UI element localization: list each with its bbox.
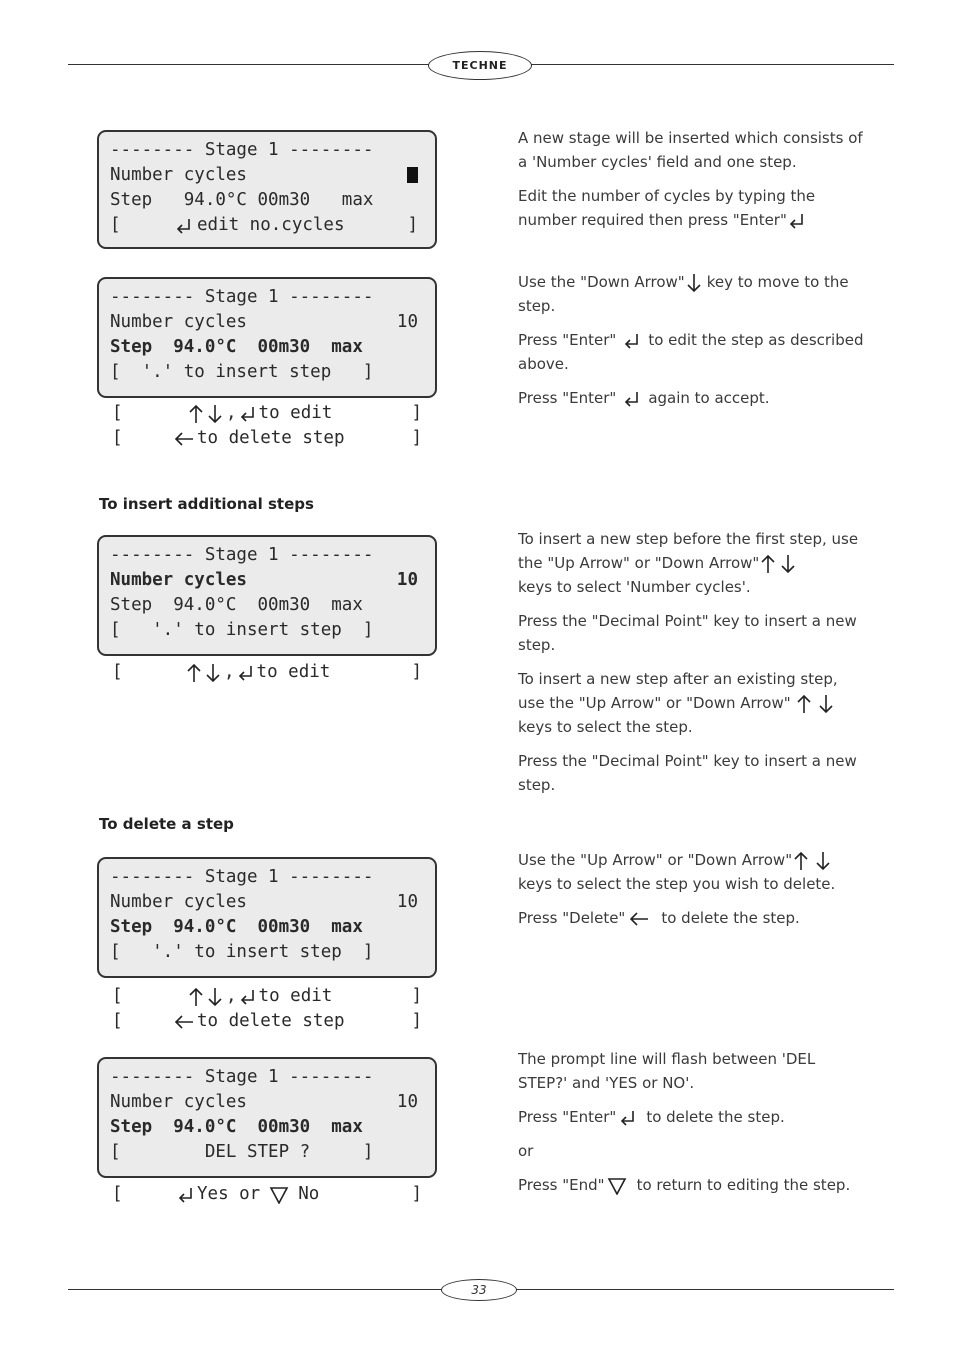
hint-text: to edit <box>258 403 333 423</box>
text: Press "Delete" <box>518 909 626 927</box>
bracket: [ <box>112 403 123 423</box>
enter-key-icon <box>176 217 192 235</box>
up-arrow-icon <box>761 554 775 574</box>
up-arrow-icon <box>186 663 202 683</box>
paragraph <box>518 328 868 376</box>
enter-key-icon <box>240 405 256 423</box>
paragraph <box>518 906 868 930</box>
lcd-text: Number cycles <box>110 570 247 590</box>
up-arrow-icon <box>797 694 811 714</box>
paragraph <box>518 1173 868 1197</box>
lcd-line: [ '.' to insert step ] <box>110 942 374 962</box>
lcd-display-5 <box>97 1057 437 1178</box>
lcd-line: [ '.' to insert step ] <box>110 362 374 382</box>
left-arrow-icon <box>174 1014 194 1030</box>
description-3 <box>518 527 868 807</box>
text: again to accept. <box>648 389 770 407</box>
lcd-value: 10 <box>396 1092 418 1112</box>
lcd-text: Number cycles <box>110 312 247 332</box>
lcd-line: [ DEL STEP ? ] <box>110 1142 374 1162</box>
text: keys to select the step you wish to delete. <box>518 875 836 893</box>
down-arrow-icon <box>207 987 223 1007</box>
up-arrow-icon <box>188 987 204 1007</box>
hint-text: to delete step <box>197 1011 345 1031</box>
hint-text: No <box>298 1184 320 1204</box>
key-hint-row <box>112 426 422 451</box>
text: keys to select 'Number cycles'. <box>518 578 751 596</box>
lcd-line-selected <box>110 568 418 593</box>
paragraph <box>518 848 868 896</box>
text: To insert a new step before the first step, use the "Up Arrow" or "Down Arrow" <box>518 530 859 572</box>
lcd-line: Step 94.0°C 00m30 max <box>110 595 363 615</box>
lcd-line <box>110 163 418 188</box>
text: Press "Enter" <box>518 1108 617 1126</box>
paragraph <box>518 667 868 739</box>
text: to delete the step. <box>661 909 800 927</box>
left-arrow-icon <box>174 431 194 447</box>
description-2 <box>518 270 868 420</box>
lcd-line <box>110 213 418 238</box>
text: keys to select the step. <box>518 718 693 736</box>
text: Press "Enter" <box>518 389 617 407</box>
text: Edit the number of cycles by typing the number required then press "Enter" <box>518 187 816 229</box>
end-key-icon <box>607 1177 627 1195</box>
text: Press "Enter" <box>518 331 617 349</box>
text: to edit the step as described above. <box>518 331 864 373</box>
techne-logo: TECHNE <box>428 51 532 80</box>
paragraph: A new stage will be inserted which consists of a 'Number cycles' field and one step. <box>518 129 863 171</box>
lcd-text: Number cycles <box>110 1092 247 1112</box>
text: to delete the step. <box>646 1108 785 1126</box>
lcd-line: [ '.' to insert step ] <box>110 620 374 640</box>
text: key to move to the step. <box>518 273 849 315</box>
key-hint-row <box>112 401 422 426</box>
hint-text: to edit <box>256 662 331 682</box>
lcd-display-4 <box>97 857 437 978</box>
bracket: [ <box>112 1184 123 1204</box>
text: Use the "Down Arrow" <box>518 273 685 291</box>
lcd-value: 10 <box>396 570 418 590</box>
lcd-line: -------- Stage 1 -------- <box>110 287 374 307</box>
lcd-line <box>110 890 418 915</box>
paragraph <box>518 270 868 318</box>
key-hint <box>174 426 345 451</box>
lcd-display-1 <box>97 130 437 249</box>
lcd-line-selected: Step 94.0°C 00m30 max <box>110 337 363 357</box>
key-hint-row <box>112 660 422 685</box>
bracket: ] <box>411 662 422 682</box>
lcd-value: 10 <box>396 312 418 332</box>
comma: , <box>224 662 235 682</box>
paragraph: Press the "Decimal Point" key to insert a new step. <box>518 752 857 794</box>
lcd-line-selected: Step 94.0°C 00m30 max <box>110 917 363 937</box>
down-arrow-icon <box>205 663 221 683</box>
enter-key-icon <box>624 390 640 408</box>
key-hint <box>188 984 332 1009</box>
bracket: [ <box>112 662 123 682</box>
lcd-line: -------- Stage 1 -------- <box>110 1067 374 1087</box>
enter-key-icon <box>620 1109 636 1127</box>
left-arrow-icon <box>629 911 649 927</box>
down-arrow-icon <box>687 273 701 293</box>
down-arrow-icon <box>819 694 833 714</box>
lcd-line: -------- Stage 1 -------- <box>110 867 374 887</box>
key-hint <box>178 1182 319 1207</box>
enter-key-icon <box>178 1186 194 1204</box>
paragraph <box>518 386 868 410</box>
down-arrow-icon <box>207 404 223 424</box>
lcd-text: edit no.cycles <box>197 215 345 235</box>
up-arrow-icon <box>794 851 808 871</box>
bracket: ] <box>411 403 422 423</box>
section-heading: To insert additional steps <box>99 495 314 513</box>
description-1 <box>518 126 868 242</box>
paragraph <box>518 184 868 232</box>
lcd-display-2 <box>97 277 437 398</box>
up-arrow-icon <box>188 404 204 424</box>
text: to return to editing the step. <box>636 1176 851 1194</box>
down-arrow-icon <box>781 554 795 574</box>
page-number: 33 <box>441 1279 517 1301</box>
key-hint <box>174 1009 345 1034</box>
lcd-line <box>110 1090 418 1115</box>
paragraph <box>518 527 868 599</box>
bracket: ] <box>411 1011 422 1031</box>
text: To insert a new step after an existing step, use the "Up Arrow" or "Down Arrow" <box>518 670 838 712</box>
lcd-line <box>110 310 418 335</box>
end-key-icon <box>269 1186 289 1204</box>
hint-text: Yes or <box>197 1184 261 1204</box>
enter-key-icon <box>238 664 254 682</box>
section-heading: To delete a step <box>99 815 234 833</box>
description-5 <box>518 1047 868 1207</box>
lcd-text: Number cycles <box>110 892 247 912</box>
lcd-display-3 <box>97 535 437 656</box>
down-arrow-icon <box>816 851 830 871</box>
lcd-line-selected: Step 94.0°C 00m30 max <box>110 1117 363 1137</box>
key-hint-row <box>112 984 422 1009</box>
comma: , <box>226 403 237 423</box>
comma: , <box>226 986 237 1006</box>
paragraph: Press the "Decimal Point" key to insert a new step. <box>518 612 857 654</box>
enter-key-icon <box>789 212 805 230</box>
bracket: [ <box>112 1011 123 1031</box>
paragraph: or <box>518 1142 534 1160</box>
key-hint <box>188 401 332 426</box>
cursor-block-icon <box>407 167 418 183</box>
lcd-line: -------- Stage 1 -------- <box>110 545 374 565</box>
hint-text: to edit <box>258 986 333 1006</box>
bracket: [ <box>112 428 123 448</box>
key-hint <box>186 660 330 685</box>
paragraph: The prompt line will flash between 'DEL STEP?' and 'YES or NO'. <box>518 1050 816 1092</box>
description-4 <box>518 848 868 940</box>
bracket: ] <box>411 986 422 1006</box>
lcd-text: [ <box>110 215 121 235</box>
bracket: [ <box>112 986 123 1006</box>
enter-key-icon <box>624 332 640 350</box>
hint-text: to delete step <box>197 428 345 448</box>
bracket: ] <box>411 1184 422 1204</box>
lcd-line: Step 94.0°C 00m30 max <box>110 190 374 210</box>
lcd-line: -------- Stage 1 -------- <box>110 140 374 160</box>
bracket: ] <box>411 428 422 448</box>
paragraph <box>518 1105 868 1129</box>
enter-key-icon <box>240 988 256 1006</box>
key-hint-row <box>112 1182 422 1207</box>
lcd-value: 10 <box>396 892 418 912</box>
text: Press "End" <box>518 1176 605 1194</box>
lcd-text: ] <box>407 215 418 235</box>
lcd-text: Number cycles <box>110 165 247 185</box>
text: Use the "Up Arrow" or "Down Arrow" <box>518 851 793 869</box>
key-hint-row <box>112 1009 422 1034</box>
